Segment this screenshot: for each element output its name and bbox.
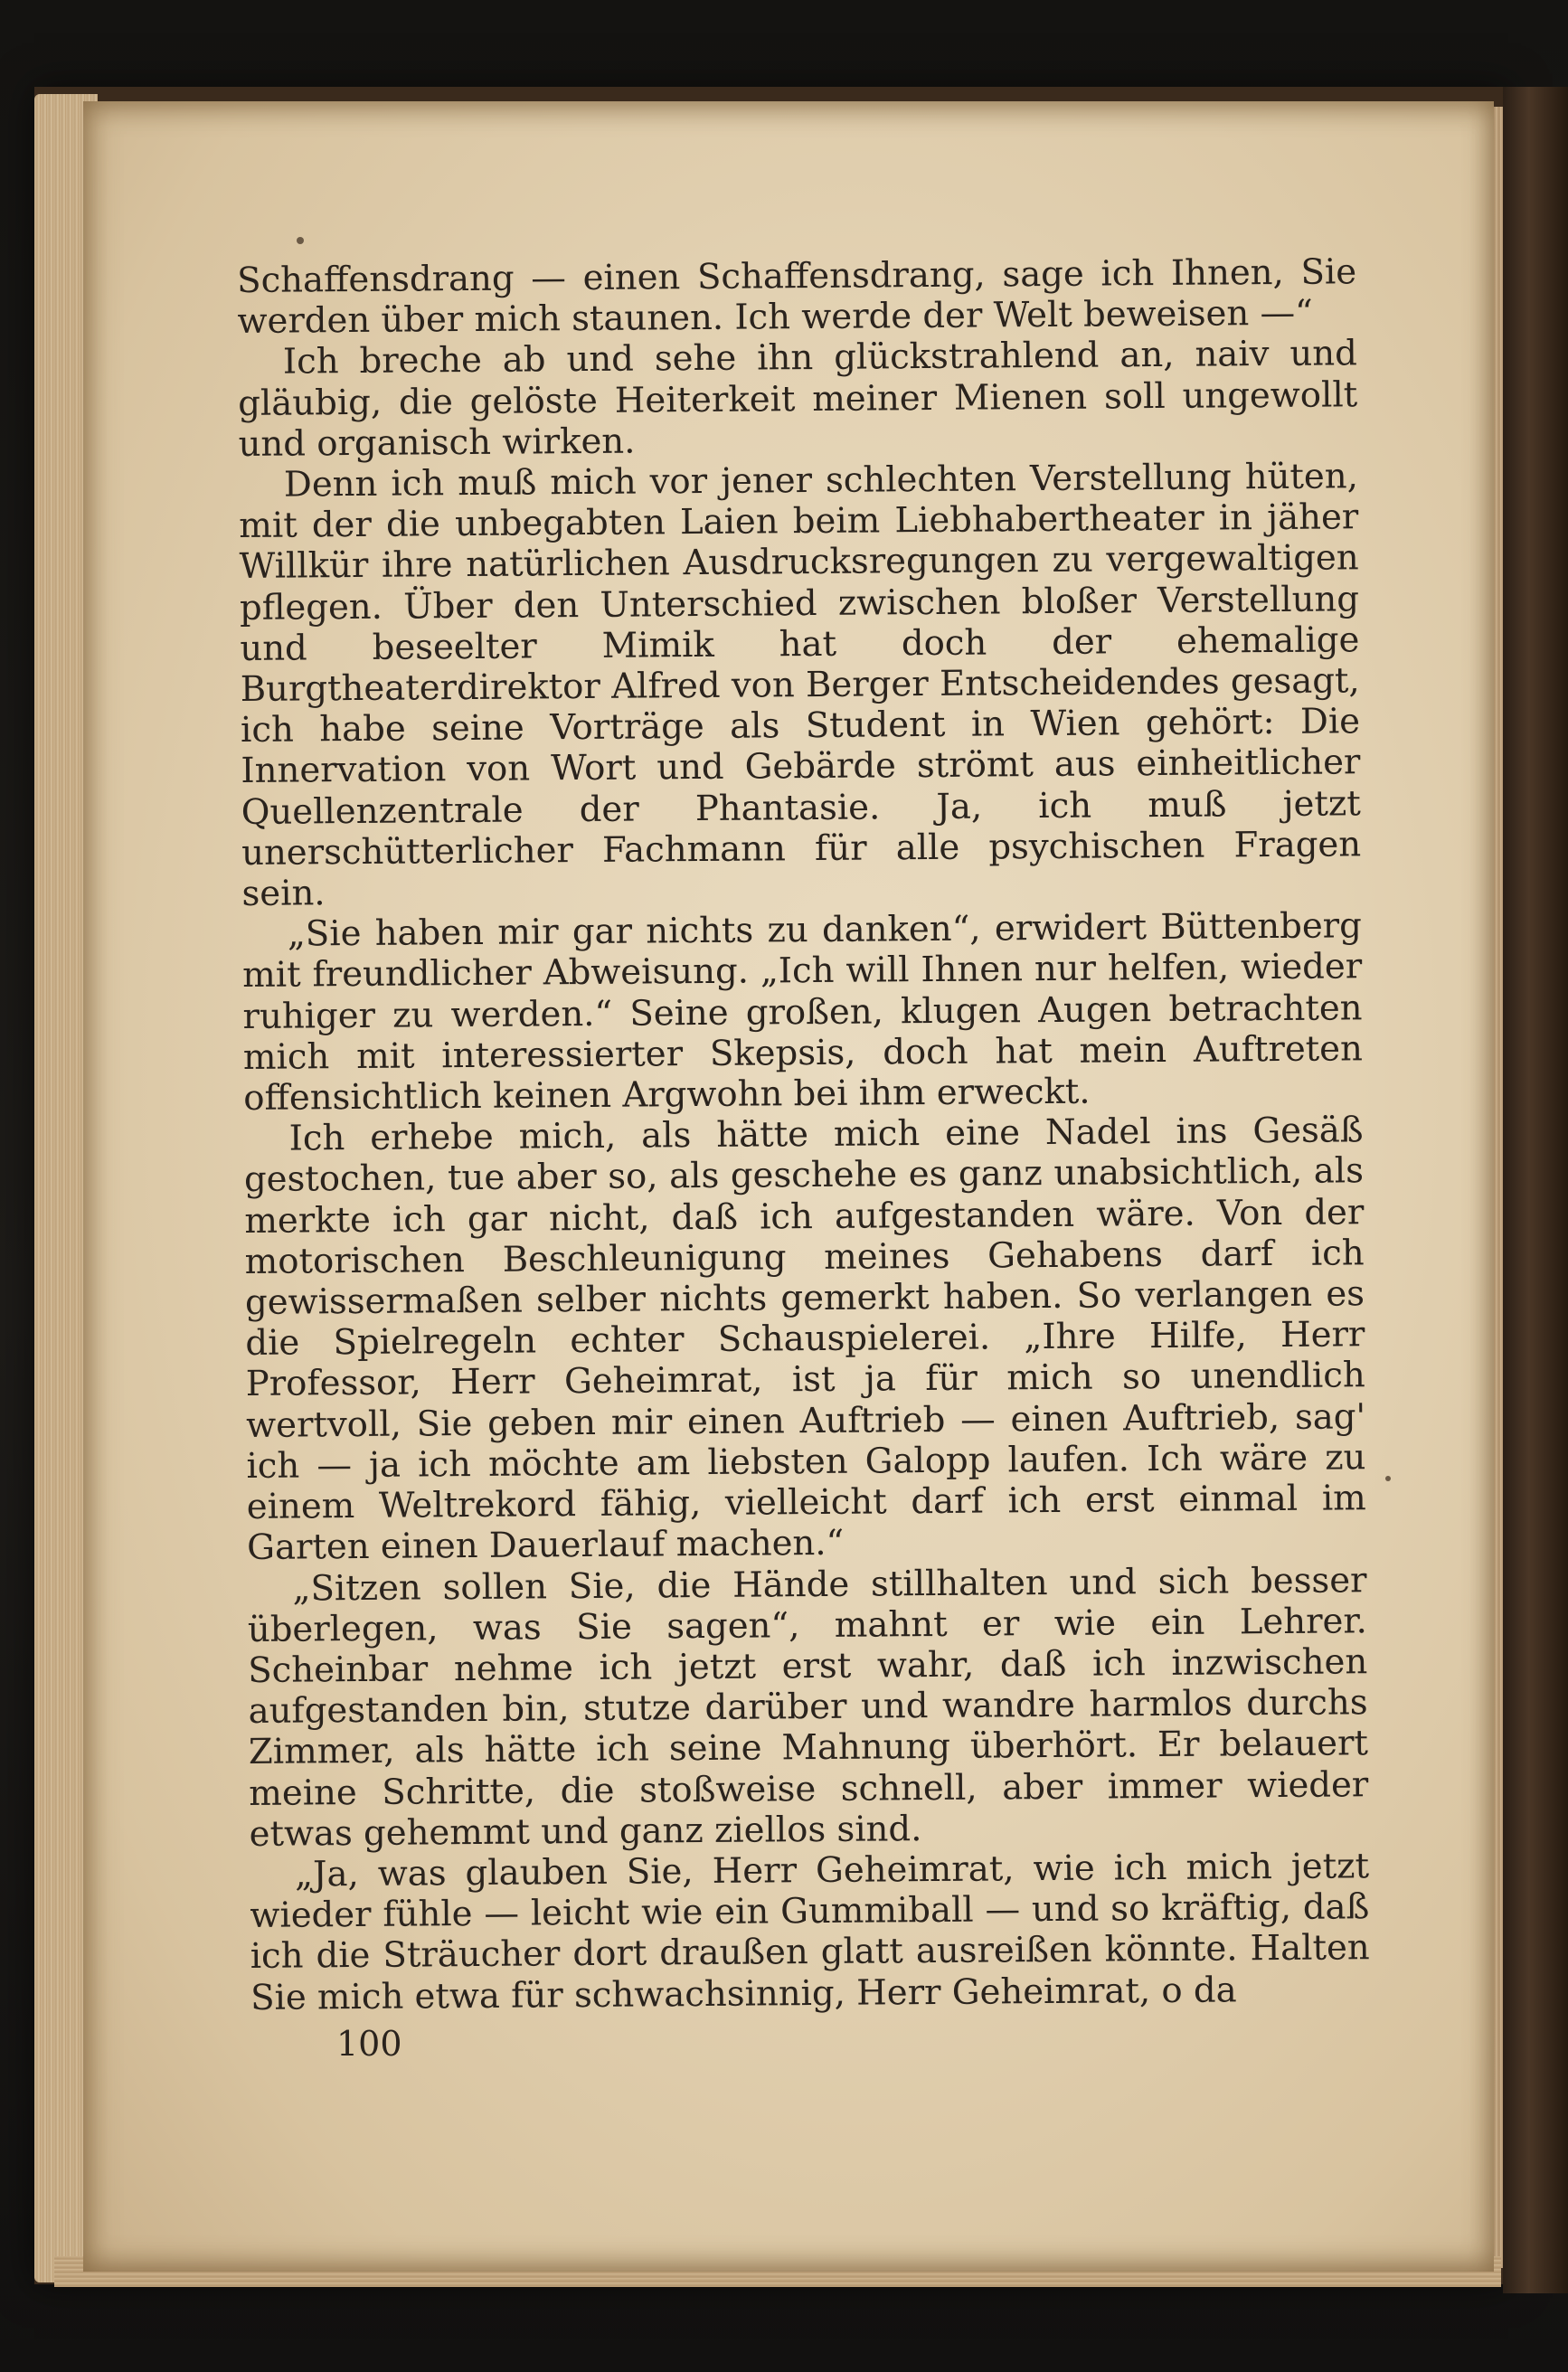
ink-speck bbox=[1385, 1476, 1391, 1481]
page-text bbox=[237, 251, 1370, 2018]
paragraph: „Ja, was glauben Sie, Herr Geheimrat, wie ich mich jetzt wieder fühle — leicht wie ein Gummiball — und so kräftig, daß ich die Sträucher dort draußen glatt ausreißen könnte. Halten Sie mich etwa für schwachsinnig, Herr Geheimrat, o da bbox=[250, 1846, 1370, 2018]
book-binding bbox=[1503, 87, 1568, 2293]
paragraph: Ich breche ab und sehe ihn glückstrahlend an, naiv und gläubig, die gelöste Heiterkeit meiner Mienen soll ungewollt und organisch wirken. bbox=[238, 333, 1358, 465]
page-number: 100 bbox=[336, 2024, 402, 2064]
paragraph: „Sie haben mir gar nichts zu danken“, erwidert Büttenberg mit freundlicher Abweisung. „Ich will Ihnen nur helfen, wieder ruhiger zu werden.“ Seine großen, klugen Augen betrachten mich mit interessierter Skepsis, doch hat mein Auftreten offensichtlich keinen Argwohn bei ihm erweckt. bbox=[242, 905, 1364, 1120]
paragraph: Denn ich muß mich vor jener schlechten Verstellung hüten, mit der die unbegabten Laien beim Liebhabertheater in jäher Willkür ihre natürlichen Ausdrucksregungen zu vergewaltigen pflegen. Über den Unterschied zwischen bloßer Verstellung und beseelter Mimik hat doch der ehemalige Burgtheaterdirektor Alfred von Berger Entscheidendes gesagt, ich habe seine Vorträge als Student in Wien gehört: Die Innervation von Wort und Gebärde strömt aus einheitlicher Quellenzentrale der Phantasie. Ja, ich muß jetzt unerschütterlicher Fachmann für alle psychischen Fragen sein. bbox=[239, 456, 1362, 915]
paragraph: Schaffensdrang — einen Schaffensdrang, sage ich Ihnen, Sie werden über mich staunen. Ich werde der Welt beweisen —“ bbox=[237, 251, 1357, 343]
ink-speck bbox=[297, 237, 304, 244]
paragraph: „Sitzen sollen Sie, die Hände stillhalten und sich besser überlegen, was Sie sagen“, mahnt er wie ein Lehrer. Scheinbar nehme ich jetzt erst wahr, daß ich inzwischen aufgestanden bin, stutze darüber und wandre harmlos durchs Zimmer, als hätte ich seine Mahnung überhört. Er belauert meine Schritte, die stoßweise schnell, aber immer wieder etwas gehemmt und ganz ziellos sind. bbox=[247, 1559, 1369, 1855]
paragraph: Ich erhebe mich, als hätte mich eine Nadel ins Gesäß gestochen, tue aber so, als geschehe es ganz unabsichtlich, als merkte ich gar nicht, daß ich aufgestanden wäre. Von der motorischen Beschleunigung meines Gehabens darf ich gewissermaßen selber nichts gemerkt haben. So verlangen es die Spielregeln echter Schauspielerei. „Ihre Hilfe, Herr Professor, Herr Geheimrat, ist ja für mich so unendlich wertvoll, Sie geben mir einen Auftrieb — einen Auftrieb, sag' ich — ja ich möchte am liebsten Galopp laufen. Ich wäre zu einem Weltrekord fähig, vielleicht darf ich erst einmal im Garten einen Dauerlauf machen.“ bbox=[243, 1110, 1366, 1569]
